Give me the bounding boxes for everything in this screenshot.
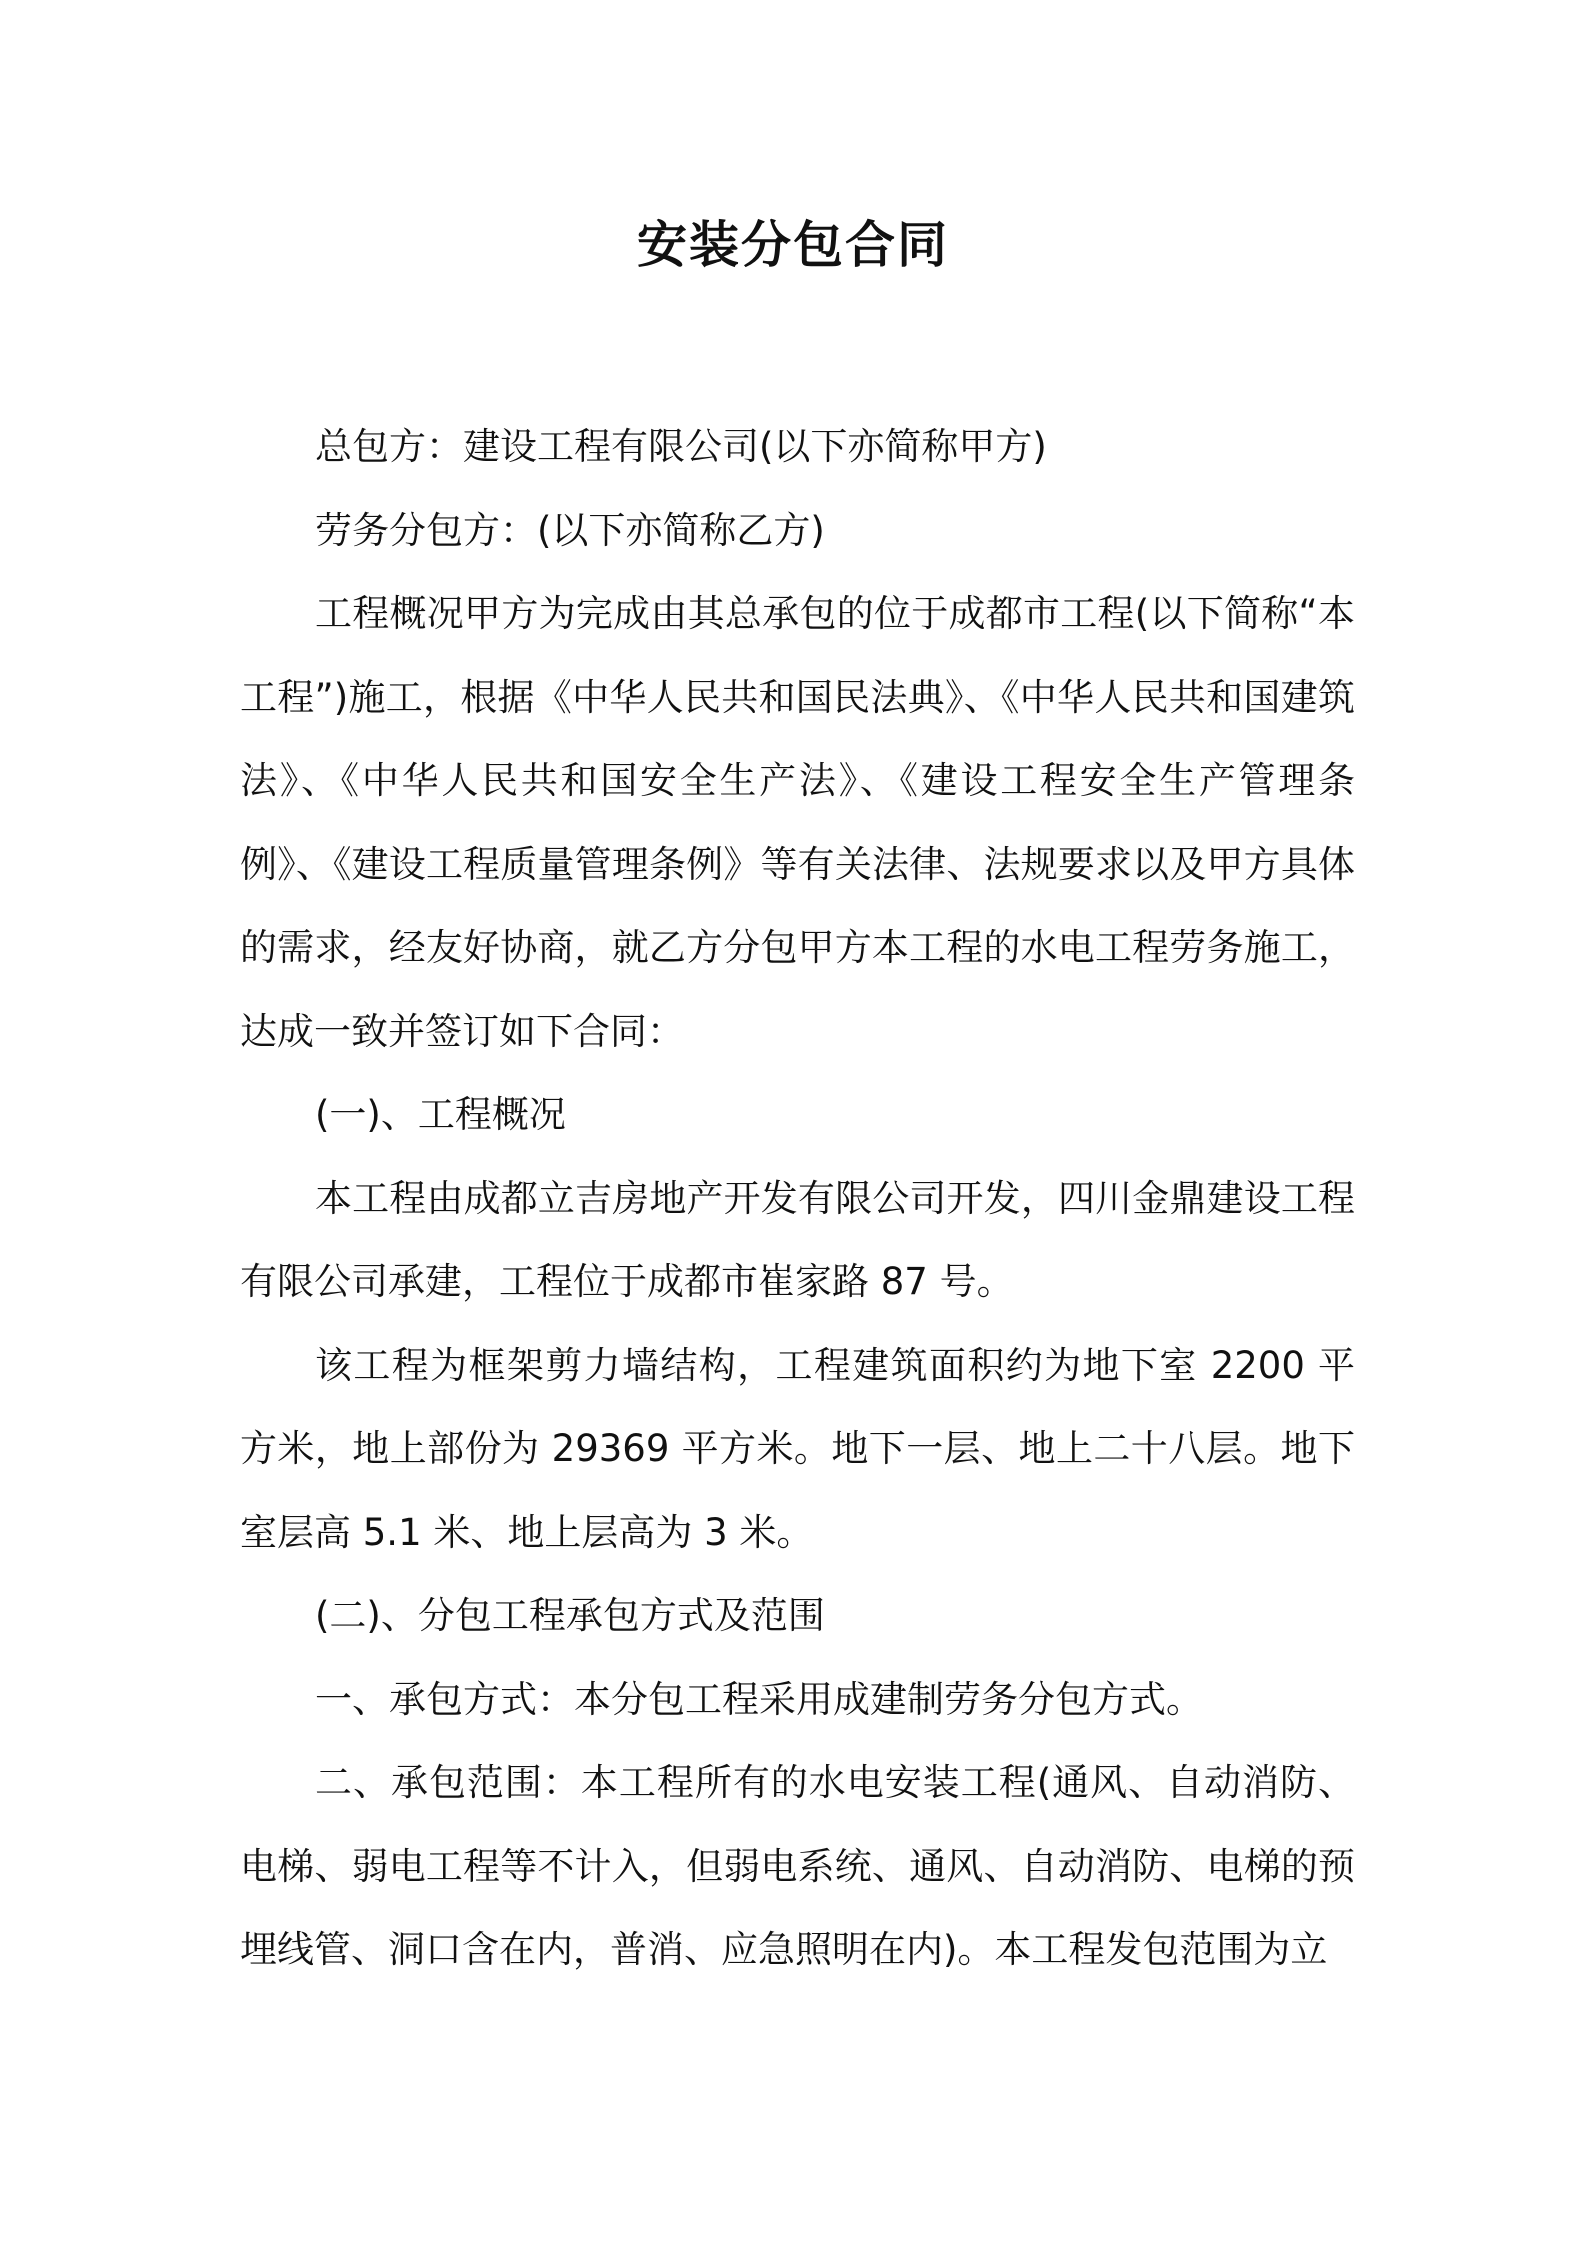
paragraph-contract-scope: 二、承包范围：本工程所有的水电安装工程(通风、自动消防、电梯、弱电工程等不计入，但弱电系统、通风、自动消防、电梯的预埋线管、洞口含在内，普消、应急照明在内)。本工程发包范围为立 — [240, 1761, 1355, 1971]
section-heading-2: (二)、分包工程承包方式及范围 — [315, 1594, 825, 1637]
paragraph-contract-method: 一、承包方式：本分包工程采用成建制劳务分包方式。 — [315, 1677, 1203, 1721]
section-heading-1: (一)、工程概况 — [315, 1093, 566, 1136]
paragraph-project-developer: 本工程由成都立吉房地产开发有限公司开发，四川金鼎建设工程有限公司承建，工程位于成都市崔家路 87 号。 — [240, 1176, 1355, 1303]
paragraph-labor-subcontractor: 劳务分包方：(以下亦简称乙方) — [315, 508, 825, 552]
document-title: 安装分包合同 — [637, 216, 949, 274]
document-body — [240, 405, 1355, 1992]
paragraph-general-contractor: 总包方：建设工程有限公司(以下亦简称甲方) — [315, 425, 1047, 468]
paragraph-project-overview-intro: 工程概况甲方为完成由其总承包的位于成都市工程(以下简称“本工程”)施工，根据《中华人民共和国民法典》、《中华人民共和国建筑法》、《中华人民共和国安全生产法》、《建设工程安全生产管理条例》、《建设工程质量管理条例》等有关法律、法规要求以及甲方具体的需求，经友好协商，就乙方分包甲方本工程的水电工程劳务施工，达成一致并签订如下合同： — [240, 592, 1355, 1053]
paragraph-project-structure: 该工程为框架剪力墙结构，工程建筑面积约为地下室 2200 平方米，地上部份为 29369 平方米。地下一层、地上二十八层。地下室层高 5.1 米、地上层高为 3 米。 — [240, 1343, 1355, 1554]
